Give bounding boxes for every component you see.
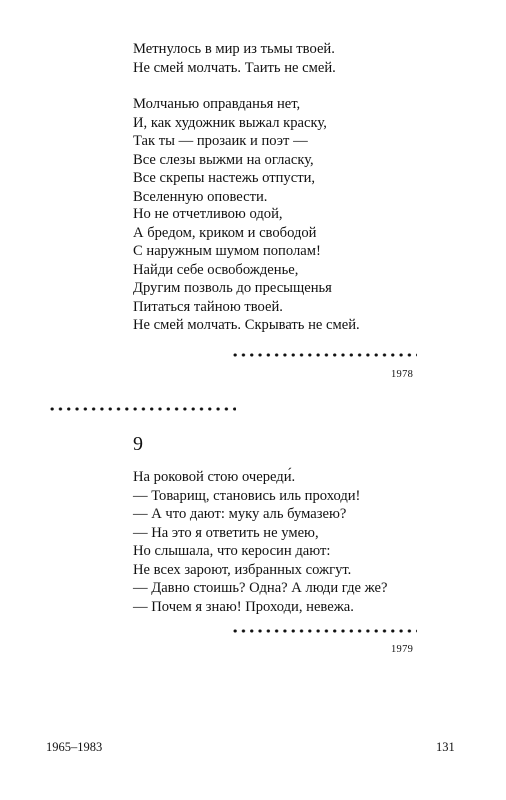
poem-number: 9	[133, 433, 143, 455]
poem-line: Все слезы выжми на огласку,	[133, 151, 314, 168]
poem-line: Найди себе освобожденье,	[133, 261, 299, 278]
poem-line: Метнулось в мир из тьмы твоей.	[133, 41, 335, 57]
poem-end-dotted-rule	[231, 352, 417, 358]
poem-line: Так ты — прозаик и поэт —	[133, 133, 308, 149]
poem-line: Молчанью оправданья нет,	[133, 96, 301, 112]
poem-line: — А что дают: муку аль бумазею?	[133, 506, 347, 522]
poem-line: Питаться тайною твоей.	[133, 298, 283, 315]
poem-end-dotted-rule	[231, 628, 417, 634]
poem-line: — На это я ответить не умею,	[133, 524, 319, 541]
poem-year: 1979	[391, 644, 414, 655]
poem-line: Но слышала, что керосин дают:	[133, 543, 331, 559]
stanza-2	[133, 95, 327, 206]
poem-line: Не смей молчать. Скрывать не смей.	[133, 317, 360, 333]
section-dotted-rule	[48, 406, 236, 412]
poem-line: Вселенную оповести.	[133, 188, 268, 205]
stanza-3	[133, 205, 360, 335]
poem-line: Другим позволь до пресыщенья	[133, 280, 332, 296]
poem-9-stanza	[133, 468, 387, 616]
poem-line: — Давно стоишь? Одна? А люди где же?	[133, 580, 388, 596]
poem-line: — Почем я знаю! Проходи, невежа.	[133, 598, 354, 615]
poem-line: С наружным шумом пополам!	[133, 243, 321, 259]
poem-line: Не смей молчать. Таить не смей.	[133, 59, 336, 76]
poem-line: А бредом, криком и свободой	[133, 224, 317, 241]
page-number: 131	[436, 740, 455, 754]
poem-line: Все скрепы настежь отпусти,	[133, 170, 316, 186]
stanza-1	[133, 40, 336, 77]
poem-year: 1978	[391, 369, 414, 380]
poem-line: И, как художник выжал краску,	[133, 114, 327, 131]
footer-range: 1965–1983	[46, 740, 103, 754]
poem-line: Но не отчетливою одой,	[133, 206, 283, 222]
poem-line: — Товарищ, становись иль проходи!	[133, 487, 361, 504]
poem-line: На роковой стою очереди́.	[133, 469, 296, 485]
poem-line: Не всех зароют, избранных сожгут.	[133, 561, 352, 578]
